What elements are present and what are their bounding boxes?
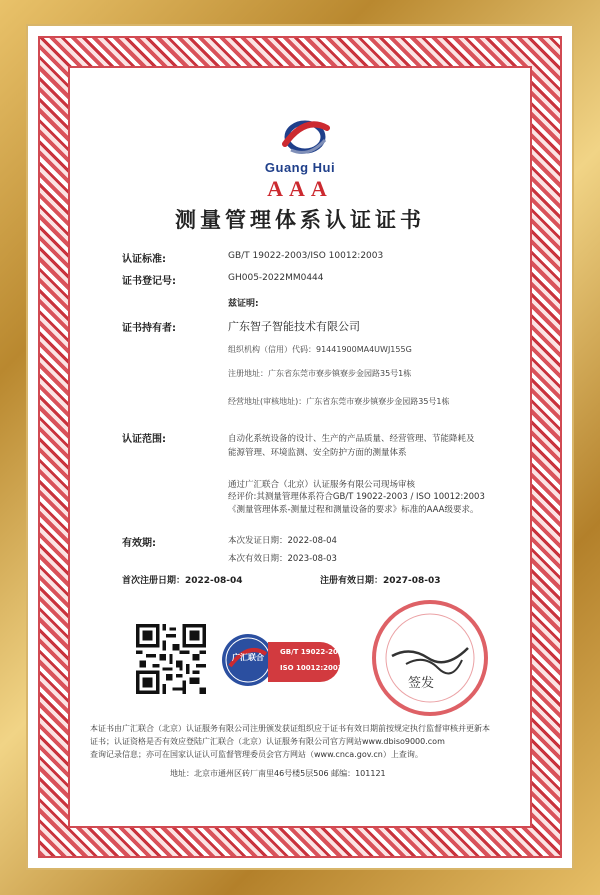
audit-line-1: 通过广汇联合（北京）认证服务有限公司现场审核: [228, 480, 416, 490]
footer-line-1: 本证书由广汇联合（北京）认证服务有限公司注册颁发获证组织应于证书有效日期前按规定执行监督审核并更新本: [90, 724, 490, 733]
scope-line-2: 能源管理、环境监测、安全防护方面的测量体系: [228, 448, 407, 458]
certificate-content: [70, 68, 530, 826]
qr-code-icon: [136, 624, 206, 694]
business-address: 经营地址(审核地址)：广东省东莞市寮步镇寮步金园路35号1栋: [228, 397, 450, 406]
issue-date: 本次发证日期：2022-08-04: [228, 536, 337, 546]
scope-label: 认证范围:: [122, 434, 166, 445]
standard-label: 认证标准:: [122, 254, 166, 265]
footer-line-3: 查询记录信息；亦可在国家认证认可监督管理委员会官方网站（www.cnca.gov.cn）上查询。: [90, 750, 423, 759]
org-code: 组织机构（信用）代码：91441900MA4UWJ155G: [228, 345, 412, 354]
audit-line-2: 经评价:其测量管理体系符合GB/T 19022-2003 / ISO 10012:2003: [228, 492, 485, 502]
footer-line-2: 证书；认证资格是否有效应登陆广汇联合（北京）认证服务有限公司官方网站www.dbiso9000.com: [90, 737, 445, 746]
scope-line-1: 自动化系统设备的设计、生产的产品质量、经营管理、节能降耗及: [228, 434, 475, 444]
valid-period-label: 有效期:: [122, 538, 156, 549]
holder-label: 证书持有者:: [122, 323, 176, 334]
registration-valid-date: 注册有效日期：2027-08-03: [320, 576, 441, 586]
reg-number-label: 证书登记号:: [122, 276, 176, 287]
first-registration-date: 首次注册日期：2022-08-04: [122, 576, 243, 586]
sign-caption: 签发: [408, 676, 435, 691]
box-seal-line-1: GB/T 19022-2003: [280, 648, 348, 656]
reg-number-value: GH005-2022MM0444: [228, 273, 324, 283]
guanghui-logo-icon: [275, 114, 335, 160]
footer-address: 地址：北京市通州区砖厂南里46号楼5层506 邮编：101121: [170, 769, 386, 778]
standard-box-seal: [268, 642, 348, 682]
holder-value: 广东智子智能技术有限公司: [228, 320, 360, 333]
expire-date: 本次有效日期：2023-08-03: [228, 554, 337, 564]
official-red-stamp-icon: [370, 598, 490, 718]
brand-name: Guang Hui: [264, 160, 336, 175]
standard-value: GB/T 19022-2003/ISO 10012:2003: [228, 251, 384, 261]
registered-address: 注册地址：广东省东莞市寮步镇寮步金园路35号1栋: [228, 369, 412, 378]
certify-label: 兹证明:: [228, 299, 259, 309]
round-seal-text: 广汇联合: [232, 653, 264, 662]
certificate-title: 测量管理体系认证证书: [175, 208, 425, 232]
audit-line-3: 《测量管理体系-测量过程和测量设备的要求》标准的AAA级要求。: [228, 505, 479, 515]
box-seal-line-2: ISO 10012:2003: [280, 664, 343, 672]
brand-grade: AAA: [267, 176, 333, 201]
